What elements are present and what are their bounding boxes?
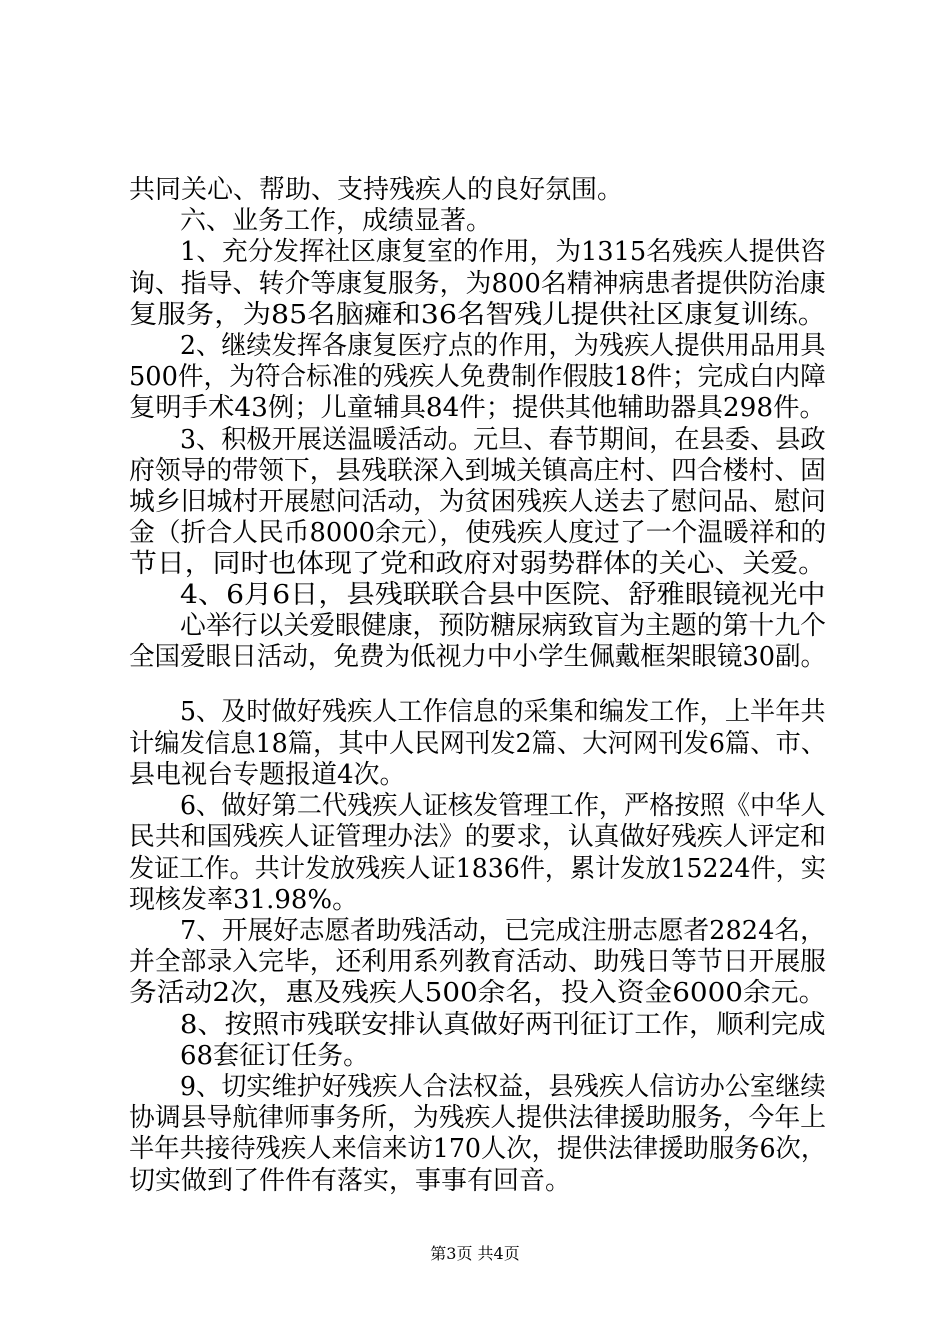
- text-line-6: 2、继续发挥各康复医疗点的作用，为残疾人提供用品用具: [180, 331, 826, 361]
- text-line-5: 复服务，为85名脑瘫和36名智残儿提供社区康复训练。: [129, 300, 827, 330]
- text-line-26: 务活动2次，惠及残疾人500余名，投入资金6000余元。: [129, 978, 827, 1008]
- text-line-31: 半年共接待残疾人来信来访170人次，提供法律援助服务6次，: [129, 1134, 827, 1164]
- text-line-15: 心举行以关爱眼健康，预防糖尿病致盲为主题的第十九个: [180, 611, 827, 641]
- text-line-22: 发证工作。共计发放残疾人证1836件，累计发放15224件，实: [129, 854, 826, 884]
- text-line-19: 县电视台专题报道4次。: [129, 760, 406, 790]
- text-line-13: 节日，同时也体现了党和政府对弱势群体的关心、关爱。: [129, 549, 827, 579]
- text-line-23: 现核发率31.98%。: [129, 885, 359, 915]
- text-line-1: 共同关心、帮助、支持残疾人的良好氛围。: [129, 175, 624, 205]
- text-line-29: 9、切实维护好残疾人合法权益，县残疾人信访办公室继续: [180, 1072, 826, 1102]
- text-line-7: 500件，为符合标准的残疾人免费制作假肢18件；完成白内障: [129, 362, 826, 392]
- text-line-8: 复明手术43例；儿童辅具84件；提供其他辅助器具298件。: [129, 393, 826, 423]
- text-line-3: 1、充分发挥社区康复室的作用，为1315名残疾人提供咨: [180, 237, 826, 267]
- text-line-16: 全国爱眼日活动，免费为低视力中小学生佩戴框架眼镜30副。: [129, 642, 827, 672]
- text-line-28: 68套征订任务。: [180, 1041, 370, 1071]
- text-line-30: 协调县导航律师事务所，为残疾人提供法律援助服务，今年上: [129, 1103, 827, 1133]
- text-line-27: 8、按照市残联安排认真做好两刊征订工作，顺利完成: [180, 1010, 826, 1040]
- page-footer: 第3页 共4页: [430, 1244, 520, 1263]
- text-line-24: 7、开展好志愿者助残活动，已完成注册志愿者2824名，: [180, 916, 826, 946]
- text-line-10: 府领导的带领下，县残联深入到城关镇高庄村、四合楼村、固: [129, 456, 827, 486]
- text-line-18: 计编发信息18篇，其中人民网刊发2篇、大河网刊发6篇、市、: [129, 729, 827, 759]
- text-line-14: 4、6月6日，县残联联合县中医院、舒雅眼镜视光中: [180, 580, 826, 610]
- text-line-21: 民共和国残疾人证管理办法》的要求，认真做好残疾人评定和: [129, 822, 827, 852]
- text-line-9: 3、积极开展送温暖活动。元旦、春节期间，在县委、县政: [180, 425, 826, 455]
- text-line-20: 6、做好第二代残疾人证核发管理工作，严格按照《中华人: [180, 791, 826, 821]
- text-line-12: 金（折合人民币8000余元），使残疾人度过了一个温暖祥和的: [129, 518, 827, 548]
- text-line-17: 5、及时做好残疾人工作信息的采集和编发工作，上半年共: [180, 697, 826, 727]
- text-line-25: 并全部录入完毕，还利用系列教育活动、助残日等节日开展服: [129, 947, 827, 977]
- text-line-4: 询、指导、转介等康复服务，为800名精神病患者提供防治康: [129, 269, 826, 299]
- text-line-2: 六、业务工作，成绩显著。: [180, 206, 493, 236]
- text-line-32: 切实做到了件件有落实，事事有回音。: [129, 1166, 572, 1196]
- text-line-11: 城乡旧城村开展慰问活动，为贫困残疾人送去了慰问品、慰问: [129, 487, 827, 517]
